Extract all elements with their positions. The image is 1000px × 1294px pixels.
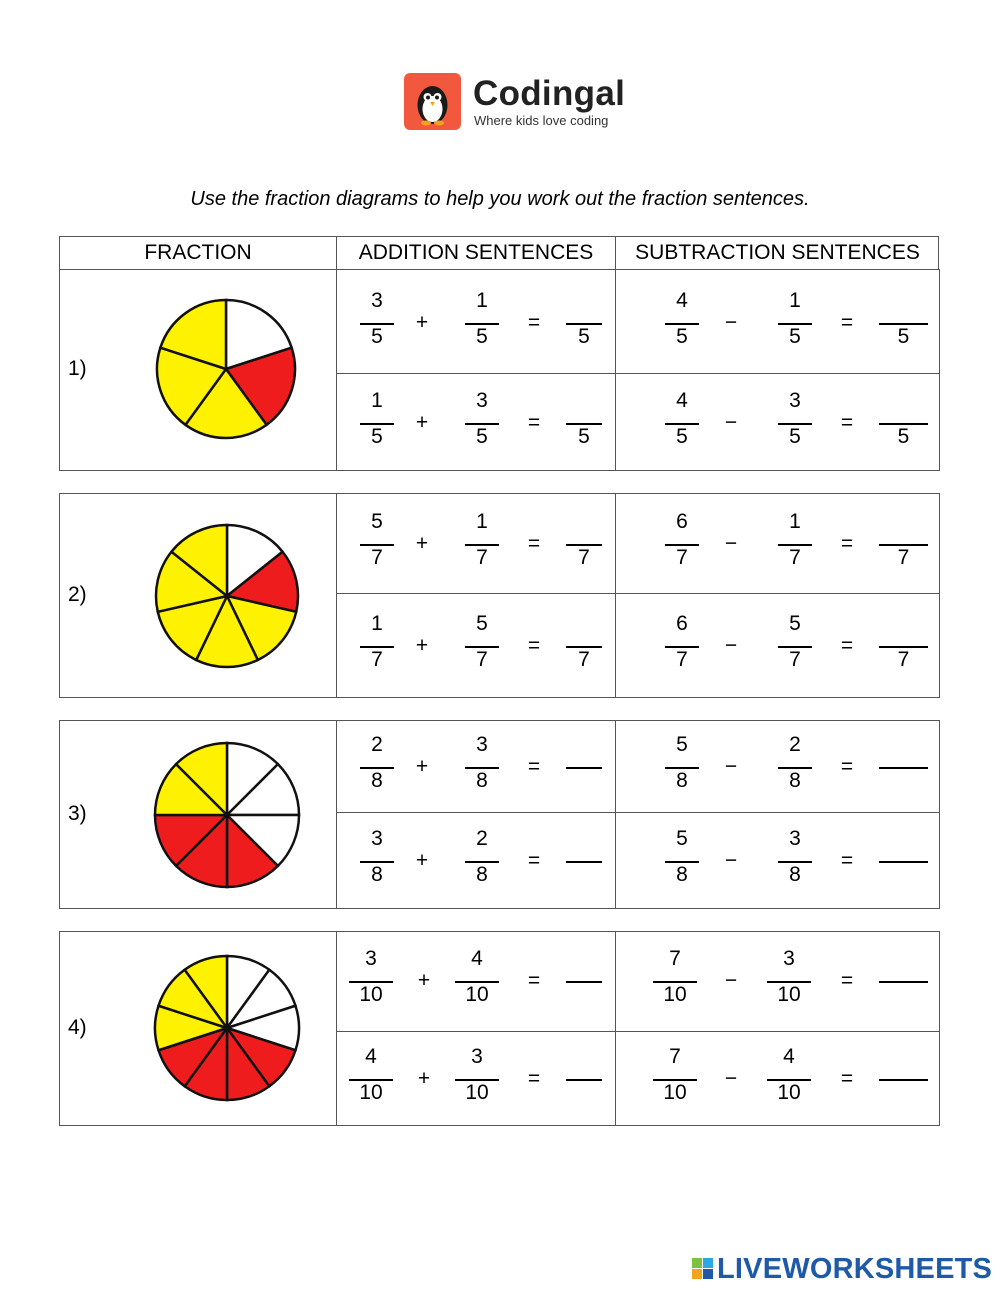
numerator: 3 [789, 389, 801, 412]
denominator: 5 [789, 425, 801, 448]
codingal-logo [404, 73, 634, 133]
answer-denominator: 5 [897, 425, 910, 448]
equals-sign: = [527, 532, 541, 555]
denominator: 8 [676, 863, 688, 886]
numerator: 3 [371, 827, 383, 850]
minus-sign: − [724, 411, 738, 434]
denominator: 8 [789, 863, 801, 886]
denominator: 10 [663, 983, 687, 1006]
denominator: 7 [476, 546, 488, 569]
equals-sign: = [840, 411, 854, 434]
numerator: 3 [476, 733, 488, 756]
minus-sign: − [724, 755, 738, 778]
equals-sign: = [840, 532, 854, 555]
numerator: 2 [476, 827, 488, 850]
brand-name: Codingal [473, 74, 626, 113]
numerator: 2 [789, 733, 801, 756]
denominator: 5 [476, 325, 488, 348]
plus-sign: + [415, 849, 429, 872]
numerator: 6 [676, 510, 688, 533]
numerator: 4 [365, 1045, 377, 1068]
denominator: 7 [789, 648, 801, 671]
problem-block-1 [59, 269, 940, 471]
numerator: 1 [371, 612, 383, 635]
equals-sign: = [840, 1067, 854, 1090]
denominator: 7 [371, 648, 383, 671]
denominator: 5 [371, 325, 383, 348]
column-header-fraction: FRACTION [144, 241, 252, 264]
minus-sign: − [724, 311, 738, 334]
column-header-addition: ADDITION SENTENCES [358, 241, 594, 264]
answer-denominator: 7 [897, 648, 910, 671]
answer-line [566, 861, 602, 863]
numerator: 3 [371, 289, 383, 312]
numerator: 2 [371, 733, 383, 756]
denominator: 8 [476, 769, 488, 792]
numerator: 1 [476, 289, 488, 312]
answer-line [566, 767, 602, 769]
numerator: 5 [676, 733, 688, 756]
equals-sign: = [840, 969, 854, 992]
numerator: 1 [789, 289, 801, 312]
problem-number: 4) [68, 1015, 87, 1039]
plus-sign: + [415, 411, 429, 434]
equals-sign: = [527, 634, 541, 657]
minus-sign: − [724, 969, 738, 992]
denominator: 5 [371, 425, 383, 448]
denominator: 5 [476, 425, 488, 448]
denominator: 8 [676, 769, 688, 792]
answer-line [566, 981, 602, 983]
denominator: 10 [359, 983, 383, 1006]
numerator: 4 [676, 289, 688, 312]
equals-sign: = [840, 849, 854, 872]
plus-sign: + [415, 755, 429, 778]
answer-line [566, 1079, 602, 1081]
plus-sign: + [415, 311, 429, 334]
denominator: 8 [371, 863, 383, 886]
numerator: 5 [371, 510, 383, 533]
instruction-text: Use the fraction diagrams to help you work out the fraction sentences. [190, 188, 810, 210]
numerator: 3 [476, 389, 488, 412]
numerator: 4 [676, 389, 688, 412]
plus-sign: + [415, 532, 429, 555]
equals-sign: = [527, 311, 541, 334]
minus-sign: − [724, 532, 738, 555]
denominator: 8 [371, 769, 383, 792]
equals-sign: = [527, 1067, 541, 1090]
numerator: 4 [471, 947, 483, 970]
numerator: 1 [789, 510, 801, 533]
problem-block-3 [59, 720, 940, 909]
answer-line [879, 981, 928, 983]
numerator: 1 [476, 510, 488, 533]
denominator: 10 [777, 1081, 801, 1104]
answer-denominator: 7 [897, 546, 910, 569]
numerator: 5 [789, 612, 801, 635]
problem-number: 3) [68, 801, 87, 825]
numerator: 3 [783, 947, 795, 970]
minus-sign: − [724, 1067, 738, 1090]
minus-sign: − [724, 849, 738, 872]
equals-sign: = [527, 849, 541, 872]
equals-sign: = [527, 755, 541, 778]
numerator: 3 [471, 1045, 483, 1068]
equals-sign: = [840, 634, 854, 657]
plus-sign: + [417, 1067, 431, 1090]
answer-line [879, 767, 928, 769]
numerator: 6 [676, 612, 688, 635]
equals-sign: = [840, 311, 854, 334]
denominator: 10 [465, 983, 489, 1006]
denominator: 7 [789, 546, 801, 569]
footer-brand: LIVEWORKSHEETS [717, 1253, 993, 1285]
numerator: 7 [669, 1045, 681, 1068]
denominator: 8 [476, 863, 488, 886]
penguin-logo-icon [404, 73, 461, 130]
equals-sign: = [840, 755, 854, 778]
equals-sign: = [527, 411, 541, 434]
numerator: 4 [783, 1045, 795, 1068]
answer-denominator: 7 [578, 546, 590, 569]
numerator: 7 [669, 947, 681, 970]
brand-tagline: Where kids love coding [474, 113, 609, 128]
denominator: 10 [663, 1081, 687, 1104]
denominator: 7 [476, 648, 488, 671]
answer-denominator: 5 [578, 425, 590, 448]
fraction-pie-diagram [154, 297, 298, 441]
plus-sign: + [415, 634, 429, 657]
answer-denominator: 7 [578, 648, 590, 671]
answer-denominator: 5 [578, 325, 590, 348]
answer-denominator: 5 [897, 325, 910, 348]
numerator: 5 [676, 827, 688, 850]
problem-number: 1) [68, 357, 87, 380]
denominator: 5 [676, 425, 688, 448]
table-header [59, 236, 939, 269]
denominator: 10 [777, 983, 801, 1006]
equals-sign: = [527, 969, 541, 992]
column-header-subtraction: SUBTRACTION SENTENCES [635, 241, 920, 264]
fraction-pie-diagram [152, 953, 302, 1103]
numerator: 3 [365, 947, 377, 970]
denominator: 10 [359, 1081, 383, 1104]
fraction-pie-diagram [152, 740, 302, 890]
denominator: 7 [371, 546, 383, 569]
denominator: 7 [676, 648, 688, 671]
denominator: 5 [676, 325, 688, 348]
problem-block-4 [59, 931, 940, 1126]
answer-line [879, 861, 928, 863]
plus-sign: + [417, 969, 431, 992]
denominator: 8 [789, 769, 801, 792]
numerator: 1 [371, 389, 383, 412]
denominator: 7 [676, 546, 688, 569]
liveworksheets-icon [692, 1258, 714, 1280]
denominator: 10 [465, 1081, 489, 1104]
answer-line [879, 1079, 928, 1081]
liveworksheets-logo [692, 1253, 992, 1287]
fraction-pie-diagram [153, 522, 301, 670]
problem-block-2 [59, 493, 940, 698]
minus-sign: − [724, 634, 738, 657]
numerator: 3 [789, 827, 801, 850]
problem-number: 2) [68, 582, 87, 606]
denominator: 5 [789, 325, 801, 348]
numerator: 5 [476, 612, 488, 635]
